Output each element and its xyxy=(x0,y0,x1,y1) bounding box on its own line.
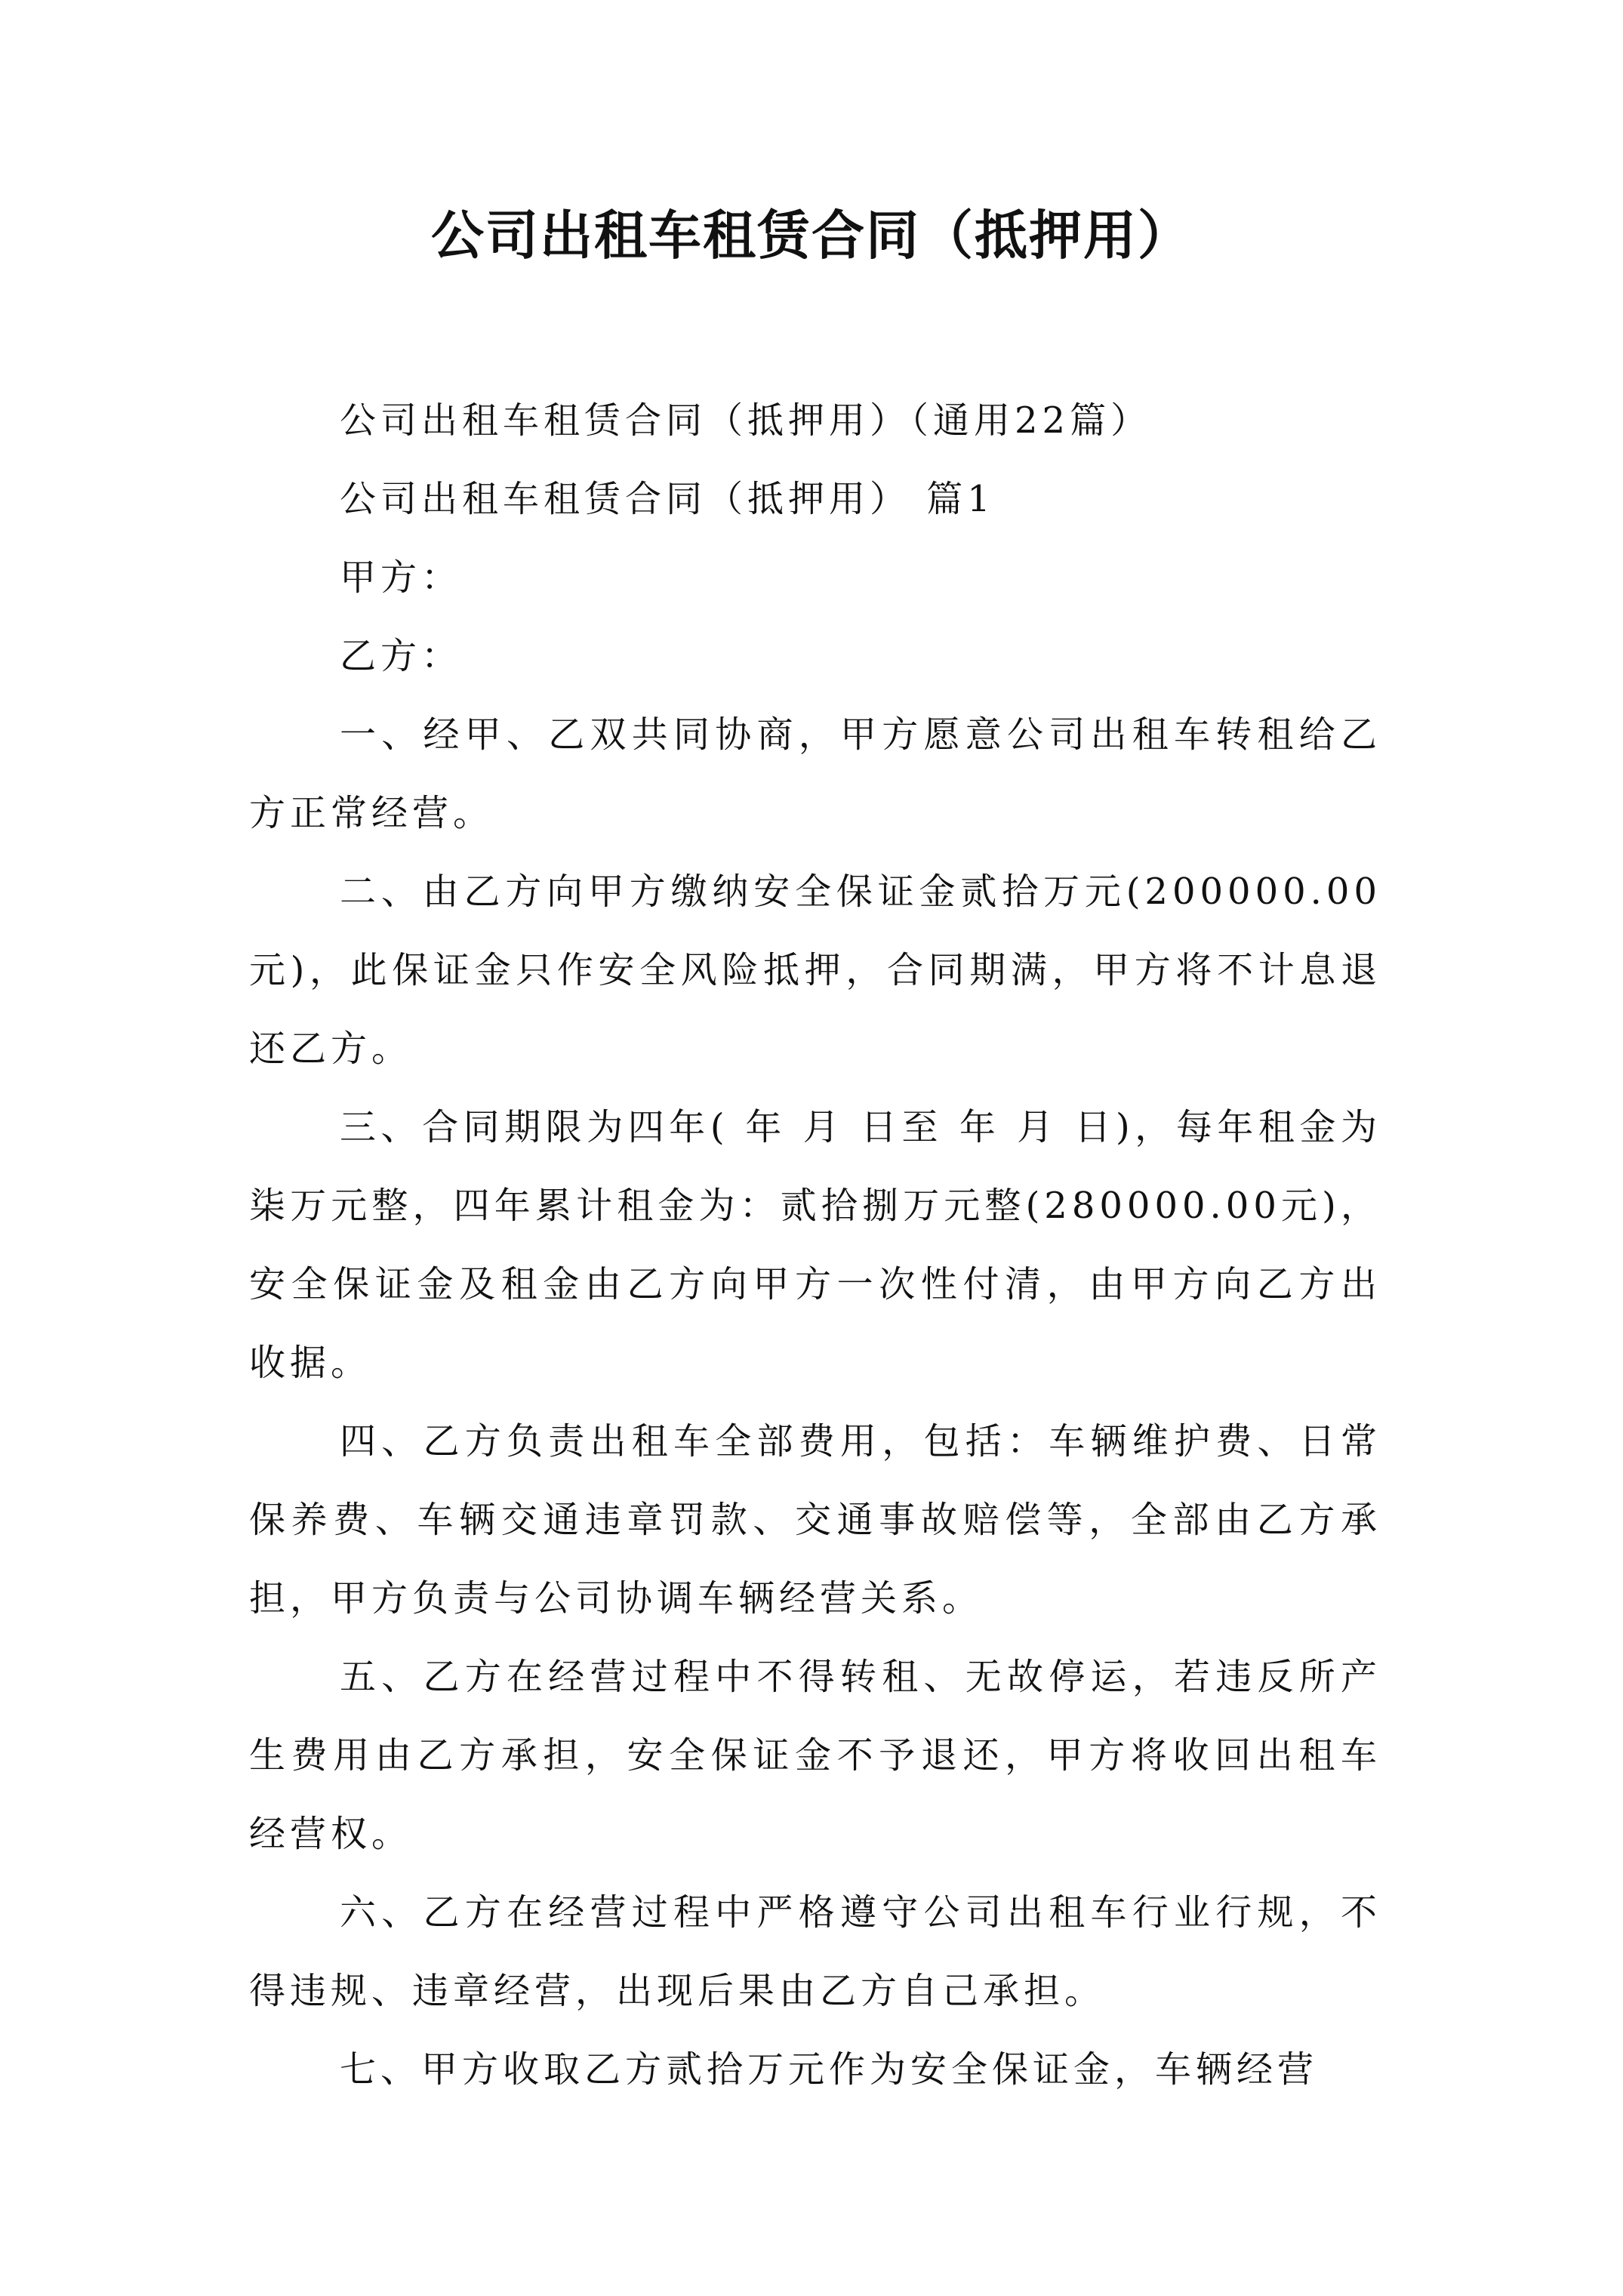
paragraph-clause-4: 四、乙方负责出租车全部费用，包括：车辆维护费、日常保养费、车辆交通违章罚款、交通事故赔偿等，全部由乙方承担，甲方负责与公司协调车辆经营关系。 xyxy=(249,1420,1381,1620)
document-body xyxy=(249,381,1381,2109)
document-title: 公司出租车租赁合同（抵押用） xyxy=(431,205,1192,267)
paragraph-clause-6: 六、乙方在经营过程中严格遵守公司出租车行业行规，不得违规、违章经营，出现后果由乙方自己承担。 xyxy=(249,1891,1381,2012)
paragraph-party-b: 乙方： xyxy=(340,635,463,677)
paragraph-clause-1: 一、经甲、乙双共同协商，甲方愿意公司出租车转租给乙方正常经营。 xyxy=(249,713,1381,834)
paragraph-party-a: 甲方： xyxy=(340,556,463,599)
paragraph-subtitle: 公司出租车租赁合同（抵押用）（通用22篇） xyxy=(340,399,1152,442)
paragraph-clause-2: 二、由乙方向甲方缴纳安全保证金贰拾万元(200000.00元)，此保证金只作安全风险抵押，合同期满，甲方将不计息退还乙方。 xyxy=(249,871,1381,1070)
paragraph-section-heading: 公司出租车租赁合同（抵押用） 篇1 xyxy=(340,478,995,520)
paragraph-clause-5: 五、乙方在经营过程中不得转租、无故停运，若违反所产生费用由乙方承担，安全保证金不予退还，甲方将收回出租车经营权。 xyxy=(249,1656,1381,1855)
paragraph-clause-3: 三、合同期限为四年( 年 月 日至 年 月 日)，每年租金为柒万元整，四年累计租金为：贰拾捌万元整(280000.00元)，安全保证金及租金由乙方向甲方一次性付清，由甲方向乙方出收据。 xyxy=(249,1106,1381,1384)
paragraph-clause-7: 七、甲方收取乙方贰拾万元作为安全保证金，车辆经营 xyxy=(340,2048,1319,2091)
